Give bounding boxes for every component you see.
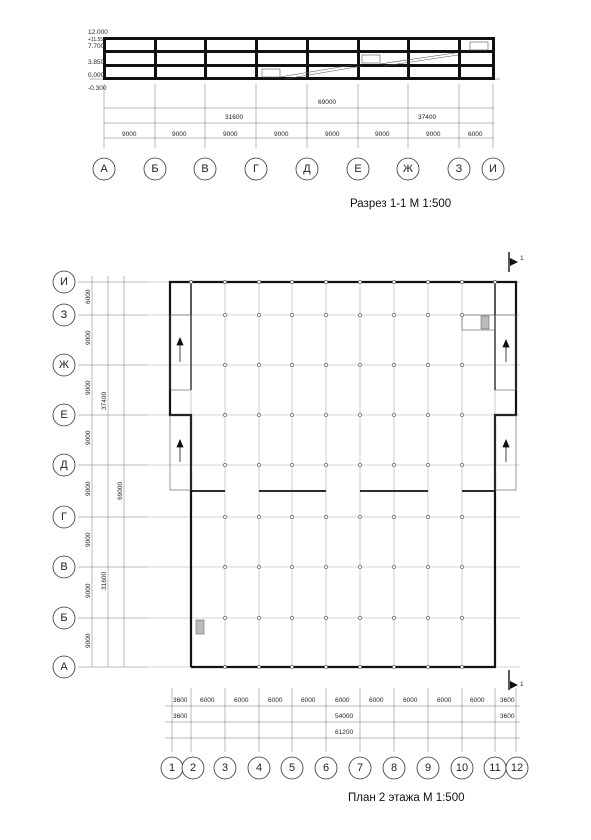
svg-text:Г: Г [253, 163, 259, 175]
svg-text:Б: Б [60, 612, 68, 624]
section-bay-dim: 9000 [325, 131, 340, 138]
svg-text:1: 1 [168, 762, 176, 774]
svg-text:Б: Б [151, 163, 159, 175]
level-7700: 7.700 [88, 43, 105, 50]
svg-text:4: 4 [255, 762, 263, 774]
plan-left-total-dim: 69000 [117, 481, 124, 500]
plan-title: План 2 этажа М 1:500 [348, 792, 465, 804]
plan-bottom-total-dim: 61200 [335, 729, 354, 736]
plan-bottom-bay-dim: 3600 [500, 697, 515, 704]
section-axis-bubble [347, 158, 369, 180]
plan-col-axis-bubble [315, 757, 337, 779]
svg-text:А: А [60, 661, 68, 673]
plan-col-axis-bubble [182, 757, 204, 779]
svg-text:Ж: Ж [58, 359, 70, 371]
section-group-dim-left: 31600 [225, 114, 244, 121]
plan-bottom-group-dim-middle: 54000 [335, 713, 354, 720]
level-11550: +11.550 [88, 37, 106, 43]
plan-row-axis-bubble [53, 404, 75, 426]
plan-col-axis-bubble [417, 757, 439, 779]
section-axis-bubble [397, 158, 419, 180]
svg-text:В: В [60, 561, 68, 573]
plan-col-axis-bubble [451, 757, 473, 779]
svg-text:9: 9 [424, 762, 432, 774]
plan-bottom-bay-dim: 6000 [234, 697, 249, 704]
plan-bottom-bay-dim: 6000 [335, 697, 350, 704]
svg-text:Д: Д [303, 163, 311, 175]
plan-row-axis-bubble [53, 454, 75, 476]
section-axis-bubble [93, 158, 115, 180]
plan-col-axis-bubble [248, 757, 270, 779]
plan-row-axis-bubble [53, 556, 75, 578]
plan-bottom-bay-dim: 6000 [268, 697, 283, 704]
section-axis-bubble [194, 158, 216, 180]
plan-left-bay-dim: 9000 [85, 532, 92, 547]
svg-text:З: З [455, 163, 463, 175]
svg-text:1: 1 [520, 255, 524, 262]
section-total-dim: 69000 [318, 99, 337, 106]
plan-left-bay-dim: 9000 [85, 583, 92, 598]
section-bay-dims [122, 131, 483, 138]
plan-row-axis-bubble [53, 354, 75, 376]
level-0000: 0.000 [88, 72, 105, 79]
plan-bottom-bay-dim: 6000 [403, 697, 418, 704]
level-minus300: -0.300 [88, 85, 107, 92]
svg-text:Е: Е [354, 163, 362, 175]
svg-text:И: И [60, 276, 68, 288]
section-mark-bottom [509, 670, 524, 690]
plan-row-axis-bubble [53, 506, 75, 528]
plan-left-bay-dim: 9000 [85, 430, 92, 445]
plan-bottom-bay-dim: 6000 [301, 697, 316, 704]
section-bay-dim: 9000 [426, 131, 441, 138]
plan-bottom-bay-dims [173, 697, 515, 704]
svg-text:Ж: Ж [402, 163, 414, 175]
plan-left-bay-dim: 9000 [85, 633, 92, 648]
plan-bottom-bay-dim: 6000 [470, 697, 485, 704]
section-bay-dim: 6000 [468, 131, 483, 138]
plan-left-group-dim-top: 37400 [101, 391, 108, 410]
plan-col-axis-bubbles [161, 757, 528, 779]
plan-col-axis-bubble [161, 757, 183, 779]
section-bay-dim: 9000 [172, 131, 187, 138]
svg-text:1: 1 [520, 681, 524, 688]
section-mark-top [509, 252, 524, 272]
svg-text:З: З [60, 309, 68, 321]
plan-col-axis-bubble [484, 757, 506, 779]
svg-text:5: 5 [288, 762, 296, 774]
column-nodes [189, 280, 496, 668]
section-title: Разрез 1-1 М 1:500 [350, 198, 452, 210]
plan-bottom-group-dim-right: 3600 [500, 713, 515, 720]
plan-row-axis-bubble [53, 656, 75, 678]
plan-row-axis-bubble [53, 304, 75, 326]
plan-col-axis-bubble [281, 757, 303, 779]
plan-left-bay-dim: 9000 [85, 380, 92, 395]
section-axis-bubble [245, 158, 267, 180]
plan-row-axis-bubbles [53, 271, 75, 678]
plan-left-bay-dims [85, 289, 92, 648]
plan-bottom-bay-dim: 6000 [200, 697, 215, 704]
plan-col-axis-bubble [214, 757, 236, 779]
level-12000: 12.000 [88, 29, 108, 36]
svg-text:Г: Г [61, 511, 67, 523]
svg-text:11: 11 [489, 762, 501, 774]
svg-text:Д: Д [60, 459, 68, 471]
svg-text:10: 10 [455, 762, 469, 774]
svg-text:12: 12 [510, 762, 524, 774]
svg-text:И: И [489, 163, 497, 175]
plan-bottom-group-dim-left: 3600 [173, 713, 188, 720]
plan-col-axis-bubble [349, 757, 371, 779]
plan-bottom-bay-dim: 3600 [173, 697, 188, 704]
plan-row-axis-bubble [53, 607, 75, 629]
plan-bottom-bay-dim: 6000 [437, 697, 452, 704]
plan-col-axis-bubble [506, 757, 528, 779]
svg-text:6: 6 [322, 762, 330, 774]
plan-row-axis-bubble [53, 271, 75, 293]
svg-text:7: 7 [356, 762, 364, 774]
section-view [88, 29, 504, 210]
svg-text:8: 8 [390, 762, 398, 774]
section-bay-dim: 9000 [375, 131, 390, 138]
section-axis-bubble [448, 158, 470, 180]
plan-left-bay-dim: 6000 [85, 289, 92, 304]
section-bay-dim: 9000 [223, 131, 238, 138]
section-bay-dim: 9000 [122, 131, 137, 138]
plan-col-axis-bubble [383, 757, 405, 779]
svg-text:А: А [100, 163, 108, 175]
section-axis-bubbles [93, 158, 504, 180]
section-axis-bubble [482, 158, 504, 180]
plan-left-group-dim-bottom: 31600 [101, 571, 108, 590]
section-group-dim-right: 37400 [418, 114, 437, 121]
svg-text:3: 3 [221, 762, 229, 774]
plan-left-bay-dim: 9000 [85, 481, 92, 496]
level-3850: 3.850 [88, 59, 105, 66]
section-axis-bubble [296, 158, 318, 180]
plan-bottom-bay-dim: 6000 [369, 697, 384, 704]
plan-view [53, 252, 528, 804]
svg-text:2: 2 [189, 762, 197, 774]
svg-text:В: В [201, 163, 209, 175]
section-bay-dim: 9000 [274, 131, 289, 138]
svg-text:Е: Е [60, 409, 68, 421]
plan-left-bay-dim: 9000 [85, 330, 92, 345]
section-axis-bubble [144, 158, 166, 180]
